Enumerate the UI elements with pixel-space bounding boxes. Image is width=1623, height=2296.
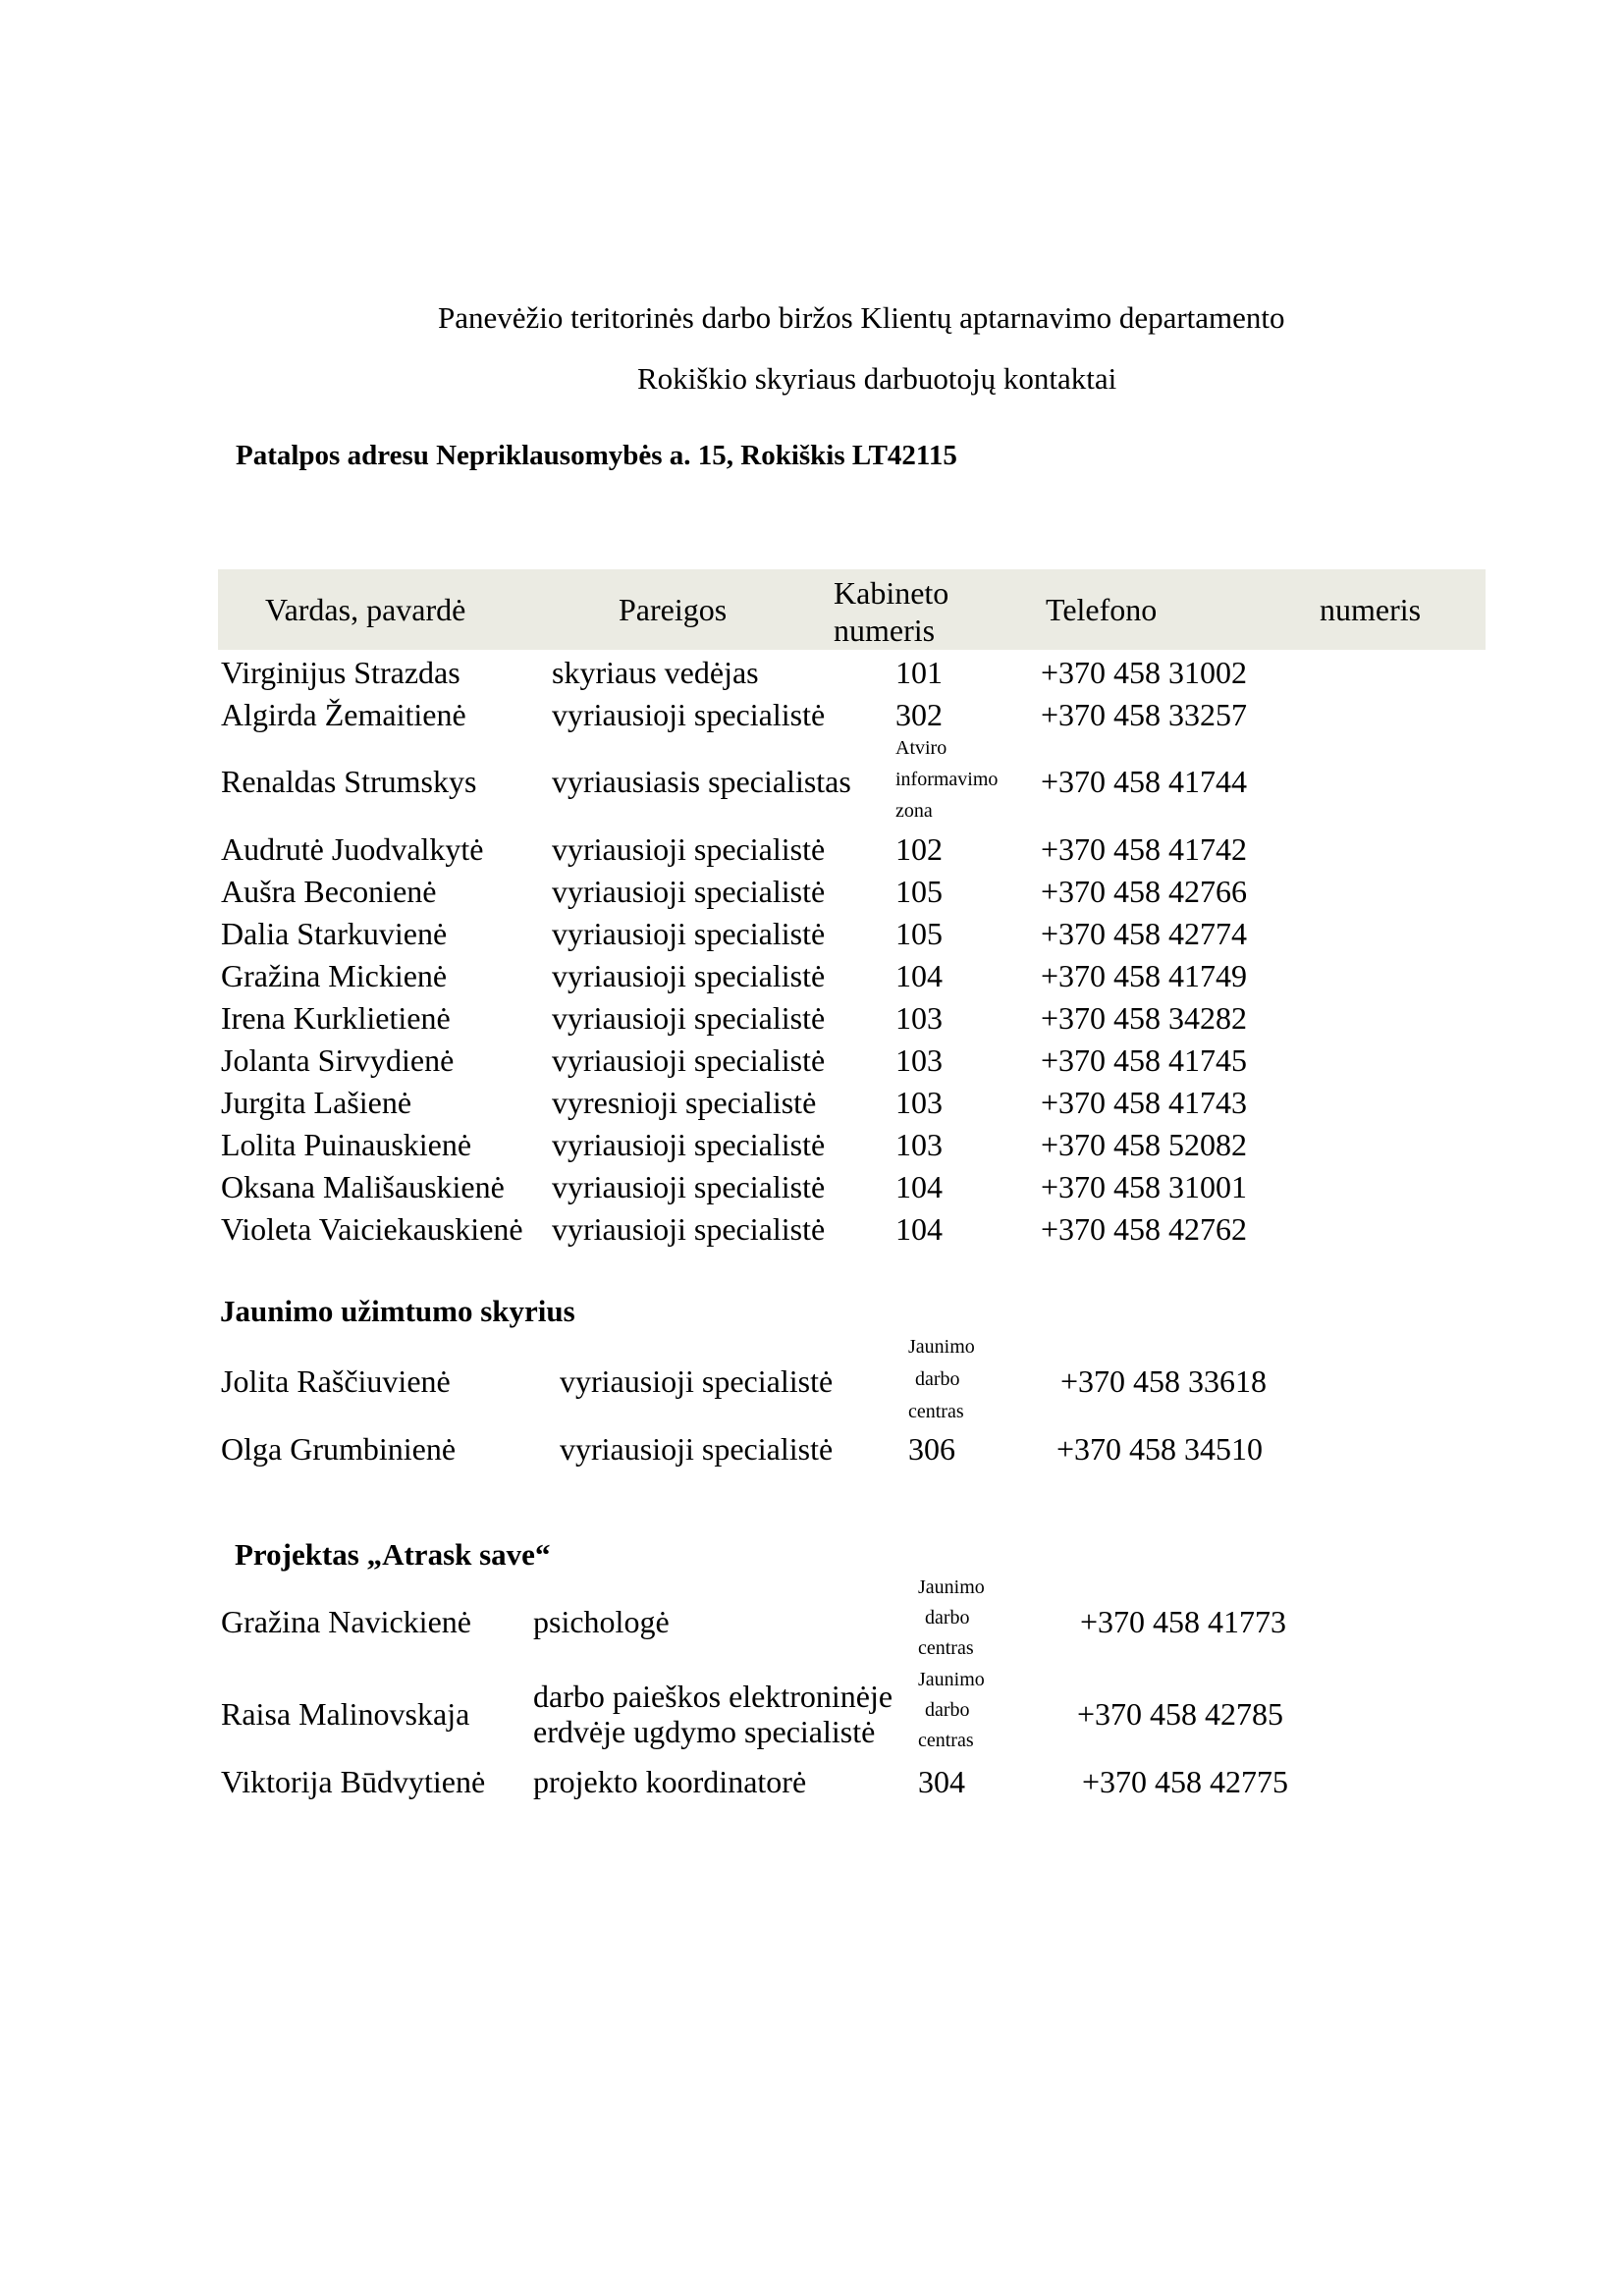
table-row-position: vyriausioji specialistė bbox=[552, 1042, 826, 1078]
table-row-phone: +370 458 41745 bbox=[1041, 1042, 1248, 1078]
table-row-office-line: Atviro bbox=[895, 737, 947, 759]
table-row-position: vyriausioji specialistė bbox=[552, 831, 826, 867]
header-office-line1: Kabineto bbox=[834, 575, 949, 611]
project-row-office-line: centras bbox=[918, 1730, 974, 1751]
table-row-position: vyriausioji specialistė bbox=[552, 874, 826, 909]
project-heading: Projektas „Atrask save“ bbox=[235, 1537, 551, 1572]
table-row-name: Jurgita Lašienė bbox=[221, 1085, 412, 1120]
table-row-office: 103 bbox=[895, 1085, 943, 1120]
project-row-office-line: darbo bbox=[925, 1607, 970, 1629]
project-row-position-line: darbo paieškos elektroninėje bbox=[533, 1679, 893, 1714]
table-row-name: Virginijus Strazdas bbox=[221, 655, 460, 690]
table-row-phone: +370 458 31002 bbox=[1041, 655, 1248, 690]
table-row-office: 102 bbox=[895, 831, 943, 867]
header-office-line2: numeris bbox=[834, 613, 936, 648]
table-row-phone: +370 458 33257 bbox=[1041, 697, 1248, 732]
table-row-phone: +370 458 41744 bbox=[1041, 764, 1248, 799]
table-row-phone: +370 458 34282 bbox=[1041, 1000, 1248, 1036]
project-row-name: Raisa Malinovskaja bbox=[221, 1696, 470, 1732]
table-row-name: Irena Kurklietienė bbox=[221, 1000, 451, 1036]
header-phone-part2: numeris bbox=[1320, 592, 1422, 627]
table-row-office: 104 bbox=[895, 1211, 943, 1247]
table-row-phone: +370 458 41742 bbox=[1041, 831, 1248, 867]
table-row-position: vyriausioji specialistė bbox=[552, 1211, 826, 1247]
table-row-name: Jolanta Sirvydienė bbox=[221, 1042, 455, 1078]
table-row-office: 103 bbox=[895, 1000, 943, 1036]
project-row-office-line: centras bbox=[918, 1637, 974, 1659]
table-row-position: vyriausiasis specialistas bbox=[552, 764, 851, 799]
table-row-phone: +370 458 41743 bbox=[1041, 1085, 1248, 1120]
table-row-office: 103 bbox=[895, 1127, 943, 1162]
table-row-office: 103 bbox=[895, 1042, 943, 1078]
youth-row-office-line: Jaunimo bbox=[908, 1336, 975, 1358]
table-row-position: vyriausioji specialistė bbox=[552, 1127, 826, 1162]
table-row-position: vyriausioji specialistė bbox=[552, 697, 826, 732]
header-phone-part1: Telefono bbox=[1046, 592, 1158, 627]
table-row-name: Algirda Žemaitienė bbox=[221, 697, 466, 732]
table-row-office-line: zona bbox=[895, 800, 933, 822]
table-row-office: 302 bbox=[895, 697, 943, 732]
project-row-phone: +370 458 42775 bbox=[1082, 1764, 1289, 1799]
table-row-office-line: informavimo bbox=[895, 769, 999, 790]
table-row-phone: +370 458 31001 bbox=[1041, 1169, 1248, 1204]
table-row-phone: +370 458 42762 bbox=[1041, 1211, 1248, 1247]
project-row-position: psichologė bbox=[533, 1604, 670, 1639]
project-row-position-line: erdvėje ugdymo specialistė bbox=[533, 1714, 876, 1749]
table-row-office: 105 bbox=[895, 874, 943, 909]
youth-row-phone: +370 458 34510 bbox=[1056, 1431, 1264, 1467]
table-row-position: vyriausioji specialistė bbox=[552, 958, 826, 993]
table-row-position: skyriaus vedėjas bbox=[552, 655, 759, 690]
title-line-1: Panevėžio teritorinės darbo biržos Klientų aptarnavimo departamento bbox=[438, 300, 1285, 335]
table-row-phone: +370 458 42766 bbox=[1041, 874, 1248, 909]
project-row-office-line: Jaunimo bbox=[918, 1669, 985, 1690]
youth-row-office-line: darbo bbox=[915, 1368, 960, 1390]
table-row-phone: +370 458 52082 bbox=[1041, 1127, 1248, 1162]
header-position: Pareigos bbox=[619, 592, 728, 627]
table-row-name: Renaldas Strumskys bbox=[221, 764, 477, 799]
youth-row-name: Olga Grumbinienė bbox=[221, 1431, 457, 1467]
youth-heading: Jaunimo užimtumo skyrius bbox=[220, 1294, 575, 1328]
table-row-phone: +370 458 42774 bbox=[1041, 916, 1248, 951]
table-row-name: Oksana Mališauskienė bbox=[221, 1169, 505, 1204]
table-row-position: vyriausioji specialistė bbox=[552, 1000, 826, 1036]
table-row-position: vyresnioji specialistė bbox=[552, 1085, 817, 1120]
project-row-position: projekto koordinatorė bbox=[533, 1764, 807, 1799]
table-row-name: Audrutė Juodvalkytė bbox=[221, 831, 484, 867]
project-row-office: 304 bbox=[918, 1764, 965, 1799]
youth-row-phone: +370 458 33618 bbox=[1060, 1363, 1268, 1399]
youth-row-position: vyriausioji specialistė bbox=[560, 1363, 834, 1399]
table-row-position: vyriausioji specialistė bbox=[552, 1169, 826, 1204]
title-line-2: Rokiškio skyriaus darbuotojų kontaktai bbox=[637, 361, 1117, 396]
project-row-name: Gražina Navickienė bbox=[221, 1604, 471, 1639]
project-row-phone: +370 458 42785 bbox=[1077, 1696, 1284, 1732]
youth-row-office-line: centras bbox=[908, 1401, 964, 1422]
table-row-name: Gražina Mickienė bbox=[221, 958, 448, 993]
project-row-office-line: darbo bbox=[925, 1699, 970, 1721]
project-row-office-line: Jaunimo bbox=[918, 1576, 985, 1598]
youth-row-name: Jolita Raščiuvienė bbox=[221, 1363, 451, 1399]
table-row-office: 101 bbox=[895, 655, 943, 690]
project-row-phone: +370 458 41773 bbox=[1080, 1604, 1287, 1639]
table-row-office: 104 bbox=[895, 958, 943, 993]
table-row-name: Violeta Vaiciekauskienė bbox=[221, 1211, 523, 1247]
table-row-phone: +370 458 41749 bbox=[1041, 958, 1248, 993]
youth-row-office: 306 bbox=[908, 1431, 955, 1467]
table-row-office: 105 bbox=[895, 916, 943, 951]
table-row-name: Lolita Puinauskienė bbox=[221, 1127, 472, 1162]
address: Patalpos adresu Nepriklausomybės a. 15, Rokiškis LT42115 bbox=[236, 440, 957, 471]
youth-row-position: vyriausioji specialistė bbox=[560, 1431, 834, 1467]
table-row-name: Aušra Beconienė bbox=[221, 874, 437, 909]
table-row-office: 104 bbox=[895, 1169, 943, 1204]
header-name: Vardas, pavardė bbox=[265, 592, 466, 627]
table-row-position: vyriausioji specialistė bbox=[552, 916, 826, 951]
table-row-name: Dalia Starkuvienė bbox=[221, 916, 448, 951]
project-row-name: Viktorija Būdvytienė bbox=[221, 1764, 486, 1799]
